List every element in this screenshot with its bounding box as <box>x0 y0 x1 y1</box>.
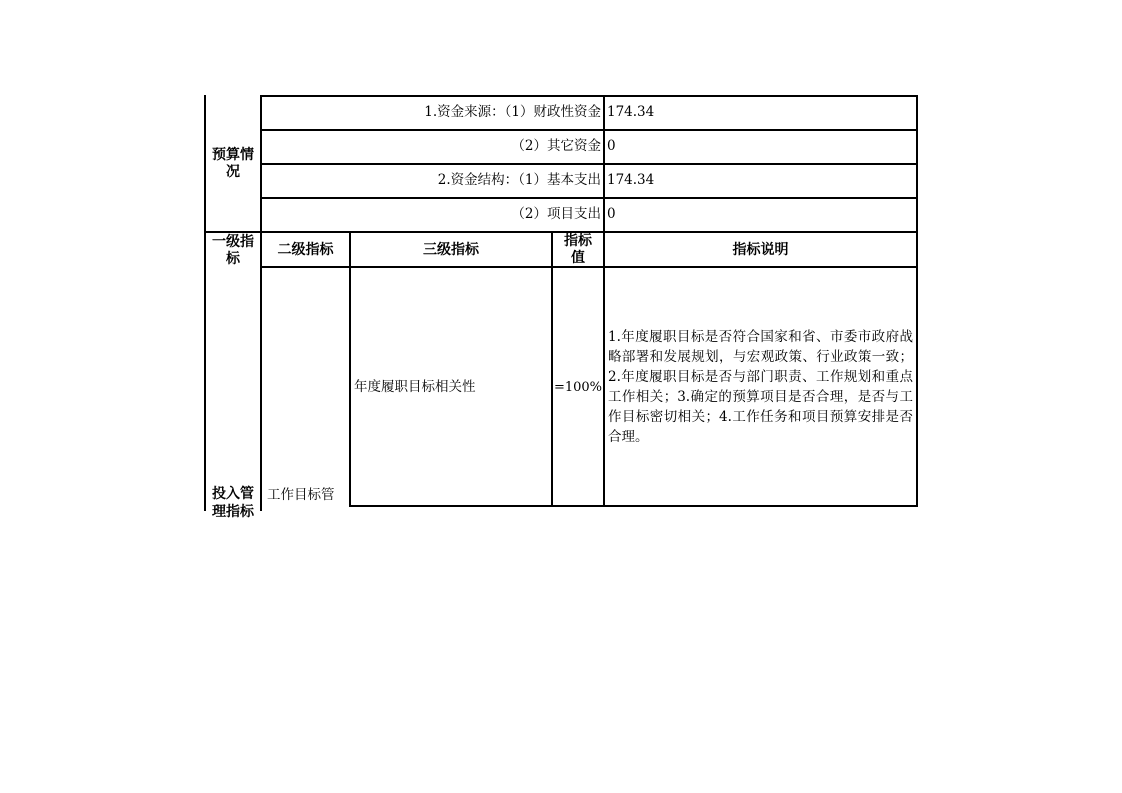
grid-line-v-level1-right <box>260 95 262 511</box>
header-level1: 一级指标 <box>212 234 254 267</box>
budget-row-1-label: 1.资金来源：（1）财政性资金 <box>424 104 601 120</box>
budget-row-2-value: 0 <box>607 138 616 154</box>
grid-line-v-value-right <box>603 231 605 507</box>
grid-line-v-right <box>916 95 918 507</box>
budget-row-4-value: 0 <box>607 206 616 222</box>
grid-line-h-header-bottom <box>261 266 917 268</box>
grid-line-v-level3-right <box>551 231 553 507</box>
grid-line-v-level2-right <box>349 231 351 507</box>
row-level1: 投入管理指标 <box>212 486 254 520</box>
grid-line-h-bottom <box>349 505 917 507</box>
budget-section-label: 预算情况 <box>212 146 254 180</box>
budget-row-4-label: （2）项目支出 <box>511 206 601 222</box>
budget-row-1-value: 174.34 <box>607 104 655 120</box>
row-level3: 年度履职目标相关性 <box>354 378 476 395</box>
grid-line-h-3 <box>261 197 917 199</box>
grid-line-h-1 <box>261 129 917 131</box>
row-description <box>605 269 916 505</box>
grid-line-h-2 <box>261 163 917 165</box>
row-description-text: 1.年度履职目标是否符合国家和省、市委市政府战略部署和发展规划，与宏观政策、行业政策一致；2.年度履职目标是否与部门职责、工作规划和重点工作相关；3.确定的预算项目是否合理，是否与工作目标密切相关；4.工作任务和项目预算安排是否合理。 <box>608 329 913 445</box>
budget-row-2-label: （2）其它资金 <box>511 138 601 154</box>
grid-line-h-top <box>261 95 917 97</box>
row-value: =100% <box>553 379 603 395</box>
header-value: 指标值 <box>564 233 592 266</box>
grid-line-v-left <box>204 95 206 511</box>
grid-line-v-budget-split <box>603 95 605 233</box>
header-level2: 二级指标 <box>277 241 334 258</box>
header-level3: 三级指标 <box>423 241 479 258</box>
header-description: 指标说明 <box>732 241 789 258</box>
budget-row-3-label: 2.资金结构：（1）基本支出 <box>437 172 601 188</box>
budget-row-3-value: 174.34 <box>607 172 655 188</box>
grid-line-h-header-top <box>204 231 917 233</box>
row-level2: 工作目标管 <box>267 487 335 503</box>
